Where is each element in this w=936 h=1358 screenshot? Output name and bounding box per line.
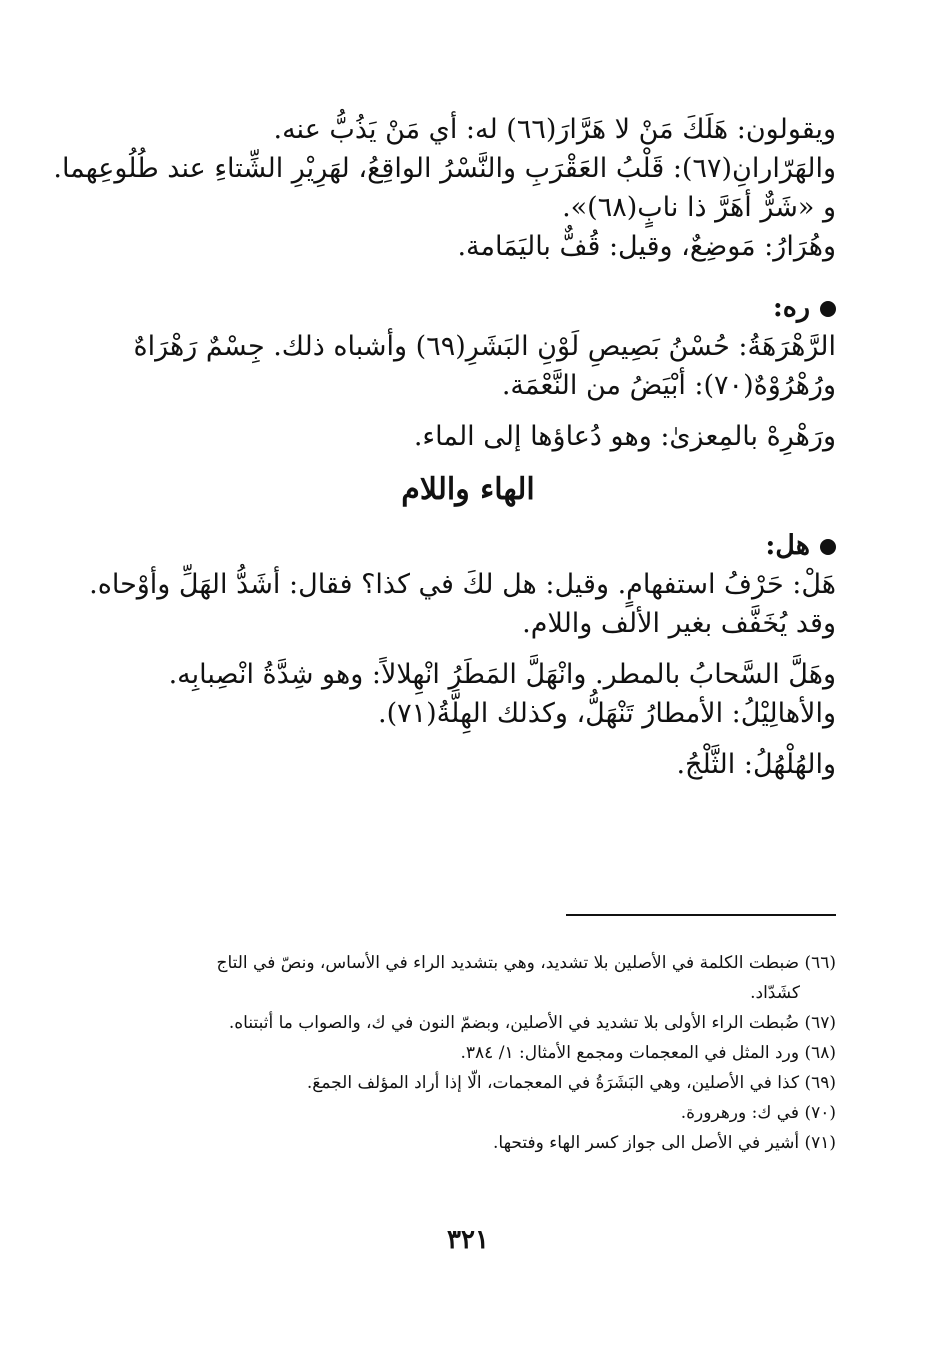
paragraph-hurar: وهُرَارُ: مَوضِعٌ، وقيل: قُفٌّ باليَمَامة. — [457, 231, 836, 262]
document-page — [53, 110, 836, 1318]
bullet-icon — [820, 539, 836, 555]
footnote-69: (٦٩) كذا في الأصلين، وهي البَشَرَةُ في المعجمات، الّا إذا أراد المؤلف الجمعَ. — [306, 1073, 836, 1093]
paragraph-rahrih: ورَهْرِهْ بالمِعزىٰ: وهو دُعاؤها إلى الماء. — [413, 421, 836, 452]
paragraph-rahraha-line1: الرَّهْرَهَةُ: حُسْنُ بَصِيصِ لَوْنِ البَشَرِ(٦٩) وأشباه ذلك. جِسْمٌ رَهْرَاهٌ — [133, 331, 836, 362]
footnote-68: (٦٨) ورد المثل في المعجمات ومجمع الأمثال: ١/ ٣٨٤. — [460, 1043, 836, 1063]
footnote-divider — [566, 914, 836, 916]
spacer — [100, 643, 836, 655]
entry-heading-rh — [100, 288, 836, 327]
footnote-70: (٧٠) في ك: ورهرورة. — [680, 1103, 836, 1123]
paragraph-hulhul: والهُلْهُلُ: الثَّلْجُ. — [676, 749, 836, 780]
paragraph-rahraha-line2: ورُهْرُوْهٌ(٧٠): أبْيَضُ من النَّعْمَة. — [501, 370, 836, 401]
entry-heading-hl-label: هل: — [765, 530, 810, 561]
paragraph-hal-line2: وقد يُخَفَّف بغير الألف واللام. — [522, 608, 836, 639]
spacer — [100, 266, 836, 288]
paragraph-hall-line1: وهَلَّ السَّحابُ بالمطر. وانْهَلَّ المَطَرُ انْهِلالاً: وهو شِدَّةُ انْصِبابِه. — [168, 659, 836, 690]
paragraph-hrr-saying: ويقولون: هَلَكَ مَنْ لا هَرَّارَ(٦٦) له: أي مَنْ يَذُبُّ عنه. — [273, 114, 836, 145]
paragraph-proverb: و «شَرٌّ أهَرَّ ذا نابٍ(٦٨)». — [562, 192, 836, 223]
bullet-icon — [820, 301, 836, 317]
entry-heading-hl — [100, 526, 836, 565]
footnotes — [100, 948, 836, 1158]
section-title: الهاء واللام — [401, 472, 535, 507]
footnote-67: (٦٧) ضُبطت الراء الأولى بلا تشديد في الأصلين، وبضمّ النون في ك، والصواب ما أثبتناه. — [228, 1013, 836, 1033]
footnote-66: (٦٦) ضبطت الكلمة في الأصلين بلا تشديد، وهي بتشديد الراء في الأساس، ونصّ في التاج — [216, 953, 836, 973]
paragraph-harraran: والهَرّارانِ(٦٧): قَلْبُ العَقْرَبِ والنَّسْرُ الواقِعُ، لهَرِيْرِ الشِّتاءِ عند طُلُوعِهما. — [53, 153, 836, 184]
paragraph-hal-line1: هَلْ: حَرْفُ استفهامٍ. وقيل: هل لكَ في كذا؟ فقال: أشَدُّ الهَلِّ وأوْحاه. — [89, 569, 836, 600]
footnote-66-continuation: كشَدّاد. — [750, 983, 800, 1003]
spacer — [100, 733, 836, 745]
paragraph-hall-line2: والأهالِيْلُ: الأمطارُ تَنْهَلُّ، وكذلك الهِلَّةُ(٧١). — [377, 698, 836, 729]
spacer — [100, 405, 836, 417]
page-number: ٣٢١ — [447, 1225, 489, 1255]
footnote-71: (٧١) أشير في الأصل الى جواز كسر الهاء وفتحها. — [493, 1133, 836, 1153]
entry-heading-rh-label: ره: — [772, 292, 810, 323]
